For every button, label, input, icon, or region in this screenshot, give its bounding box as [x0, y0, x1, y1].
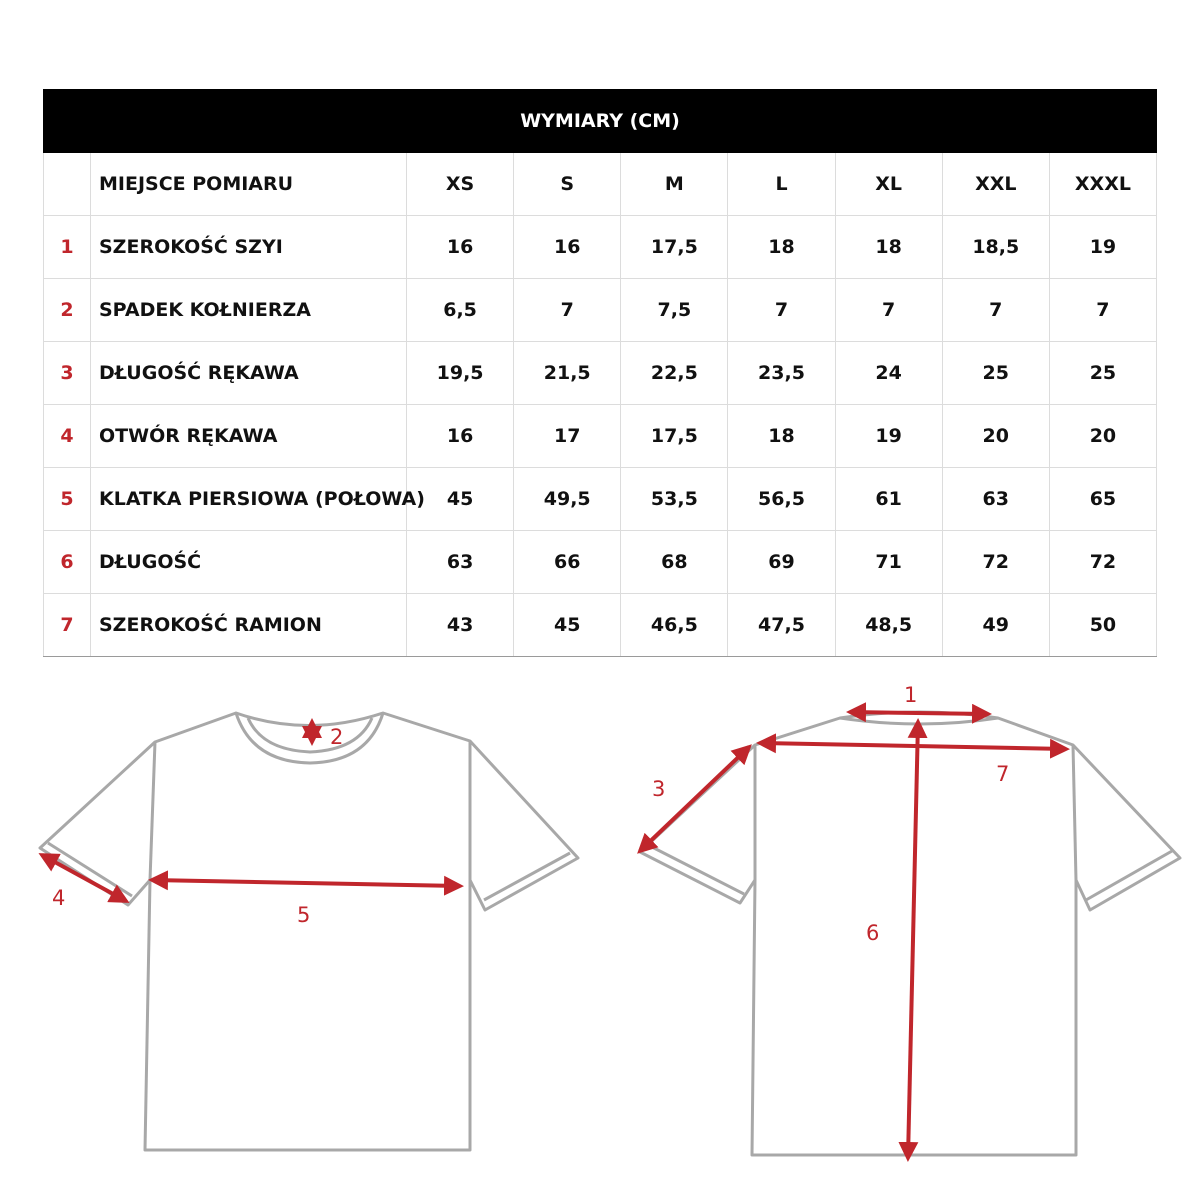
callout-3: 3 [652, 777, 666, 801]
measurement-place-header: MIEJSCE POMIARU [91, 153, 407, 216]
measurement-label: SZEROKOŚĆ RAMION [91, 594, 407, 657]
size-value: 56,5 [728, 468, 835, 531]
size-value: 16 [407, 216, 514, 279]
callout-2: 2 [330, 725, 344, 749]
size-value: 7 [514, 279, 621, 342]
size-value: 72 [942, 531, 1049, 594]
front-tshirt-outline [40, 713, 578, 1150]
size-value: 25 [1049, 342, 1156, 405]
row-number: 2 [44, 279, 91, 342]
size-value: 7 [1049, 279, 1156, 342]
size-value: 19,5 [407, 342, 514, 405]
arrow-neck-width [850, 712, 988, 714]
row-number: 4 [44, 405, 91, 468]
size-header-xxl: XXL [942, 153, 1049, 216]
size-value: 21,5 [514, 342, 621, 405]
size-value: 7 [835, 279, 942, 342]
size-header-l: L [728, 153, 835, 216]
size-header-xs: XS [407, 153, 514, 216]
size-value: 45 [514, 594, 621, 657]
measurement-label: SPADEK KOŁNIERZA [91, 279, 407, 342]
size-value: 47,5 [728, 594, 835, 657]
size-value: 20 [942, 405, 1049, 468]
size-value: 65 [1049, 468, 1156, 531]
size-value: 43 [407, 594, 514, 657]
size-value: 63 [407, 531, 514, 594]
table-row [44, 216, 1157, 279]
size-value: 17,5 [621, 405, 728, 468]
measurement-label: SZEROKOŚĆ SZYI [91, 216, 407, 279]
size-value: 45 [407, 468, 514, 531]
size-value: 24 [835, 342, 942, 405]
size-value: 18 [835, 216, 942, 279]
empty-header-cell [44, 153, 91, 216]
size-value: 69 [728, 531, 835, 594]
size-value: 16 [407, 405, 514, 468]
callout-6: 6 [866, 921, 880, 945]
measurement-label: DŁUGOŚĆ RĘKAWA [91, 342, 407, 405]
column-header-row [44, 153, 1157, 216]
table-row [44, 279, 1157, 342]
row-number: 5 [44, 468, 91, 531]
size-value: 17 [514, 405, 621, 468]
size-value: 20 [1049, 405, 1156, 468]
row-number: 1 [44, 216, 91, 279]
size-value: 46,5 [621, 594, 728, 657]
callout-1: 1 [904, 683, 918, 707]
table-row [44, 594, 1157, 657]
size-value: 23,5 [728, 342, 835, 405]
table-title-row [44, 90, 1157, 153]
size-value: 49 [942, 594, 1049, 657]
table-row [44, 468, 1157, 531]
size-value: 50 [1049, 594, 1156, 657]
row-number: 7 [44, 594, 91, 657]
size-value: 17,5 [621, 216, 728, 279]
table-row [44, 342, 1157, 405]
size-value: 18 [728, 405, 835, 468]
size-value: 71 [835, 531, 942, 594]
size-value: 49,5 [514, 468, 621, 531]
size-value: 22,5 [621, 342, 728, 405]
size-value: 19 [1049, 216, 1156, 279]
row-number: 6 [44, 531, 91, 594]
size-chart-table [43, 89, 1157, 657]
size-value: 53,5 [621, 468, 728, 531]
size-value: 25 [942, 342, 1049, 405]
table-row [44, 531, 1157, 594]
size-header-xxxl: XXXL [1049, 153, 1156, 216]
callout-7: 7 [996, 762, 1010, 786]
table-title: WYMIARY (CM) [44, 90, 1157, 153]
table-row [44, 405, 1157, 468]
size-value: 63 [942, 468, 1049, 531]
size-header-s: S [514, 153, 621, 216]
callout-5: 5 [297, 903, 311, 927]
row-number: 3 [44, 342, 91, 405]
callout-4: 4 [52, 886, 66, 910]
size-value: 48,5 [835, 594, 942, 657]
measurement-label: KLATKA PIERSIOWA (POŁOWA) [91, 468, 407, 531]
size-value: 61 [835, 468, 942, 531]
size-value: 18,5 [942, 216, 1049, 279]
size-value: 18 [728, 216, 835, 279]
size-value: 7 [728, 279, 835, 342]
tshirt-diagrams [0, 660, 1200, 1200]
size-value: 6,5 [407, 279, 514, 342]
size-value: 68 [621, 531, 728, 594]
size-header-xl: XL [835, 153, 942, 216]
size-value: 19 [835, 405, 942, 468]
size-value: 7,5 [621, 279, 728, 342]
size-header-m: M [621, 153, 728, 216]
size-value: 72 [1049, 531, 1156, 594]
measurement-label: OTWÓR RĘKAWA [91, 405, 407, 468]
size-value: 7 [942, 279, 1049, 342]
size-value: 16 [514, 216, 621, 279]
measurement-label: DŁUGOŚĆ [91, 531, 407, 594]
size-value: 66 [514, 531, 621, 594]
